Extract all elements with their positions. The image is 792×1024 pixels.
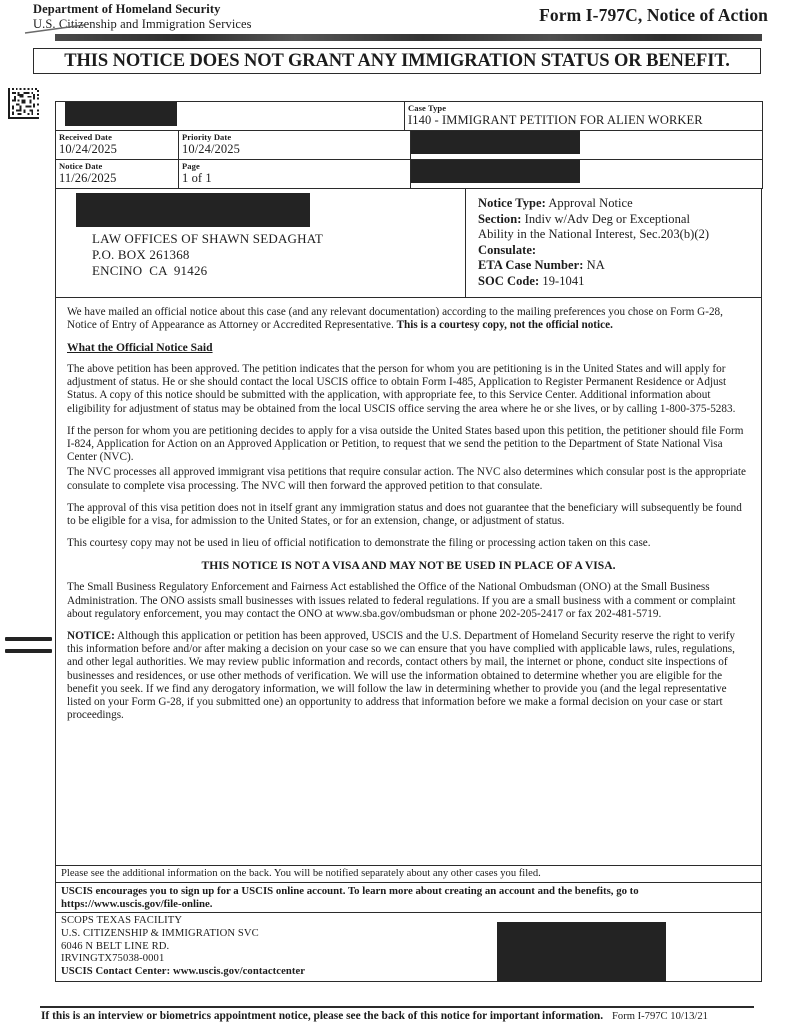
page-label: Page	[182, 161, 200, 171]
header-divider-rule	[55, 34, 762, 41]
agency-identity	[33, 2, 252, 32]
case-type-cell	[405, 102, 763, 131]
service-center-line-4: IRVINGTX75038-0001	[61, 953, 165, 965]
soc-code-row	[478, 274, 761, 290]
paragraph-verification-notice	[67, 630, 750, 722]
paragraph-form-i824: If the person for whom you are petitioning decides to apply for a visa outside the United States based upon this petition, the petitioner should file Form I-824, Application for Action on an Approved Application or Petition, to request that we send the petition to the Department of State National Visa Center (NVC).	[67, 424, 744, 464]
beneficiary-redaction-bottom	[411, 160, 580, 183]
eta-case-number-row	[478, 258, 761, 274]
page-cell	[179, 160, 411, 189]
receipt-number-cell	[56, 102, 405, 131]
soc-code-label: SOC Code:	[478, 273, 540, 288]
case-type-value: I140 - IMMIGRANT PETITION FOR ALIEN WORKER	[408, 113, 703, 127]
page-value: 1 of 1	[182, 171, 212, 185]
paragraph-small-business-ombudsman: The Small Business Regulatory Enforcement and Fairness Act established the Office of the National Ombudsman (ONO) at the Small Business Administration. The ONO assists small businesses with issues related to federal regulations. If you are a small business with a comment or complaint about regulatory enforcement, you may contact the ONO at www.sba.gov/ombudsman or phone 202-205-2417 or fax 202-481-5719.	[67, 581, 736, 620]
section-row	[478, 212, 761, 228]
service-center-line-1: SCOPS TEXAS FACILITY	[61, 915, 183, 927]
eta-case-number-label: ETA Case Number:	[478, 258, 584, 273]
beneficiary-cell-top	[411, 131, 763, 160]
strip-online-account: USCIS encourages you to sign up for a USCIS online account. To learn more about creating an account and the benefits, go to https://www.uscis.gov/file-online.	[55, 883, 762, 913]
addressee-line-3: ENCINO CA 91426	[92, 263, 208, 278]
footer-appointment-note: If this is an interview or biometrics appointment notice, please see the back of this notice for important information.	[41, 1010, 604, 1022]
notice-type-row	[478, 196, 761, 212]
paragraph-petition-approved: The above petition has been approved. The petition indicates that the person for whom you are petitioning is in the United States and will apply for adjustment of status. He or she should contact the local USCIS office to obtain Form I-485, Application to Register Permanent Residence or Adjust Status. A copy of this notice should be submitted with the application, with appropriate fee, to this Service Center. Additional information about eligibility for adjustment of status may be obtained from the local USCIS office serving the area where he or she lives, or by calling 1-800-375-5283.	[67, 362, 736, 415]
notice-frame	[55, 101, 762, 982]
intro-text: We have mailed an official notice about this case (and any relevant documentation) according to the mailing preferences you chose on Form G-28, Notice of Entry of Appearance as Attorney or Accredited Representative.	[67, 305, 723, 331]
agency-bureau-name: U.S. Citizenship and Immigration Services	[33, 17, 252, 31]
addressee-line-1: LAW OFFICES OF SHAWN SEDAGHAT	[92, 231, 323, 246]
received-date-cell	[56, 131, 179, 160]
priority-date-value: 10/24/2025	[182, 142, 240, 156]
notice-date-label: Notice Date	[59, 161, 103, 171]
heading-what-official-notice-said: What the Official Notice Said	[67, 340, 213, 354]
paragraph-nvc-processing: The NVC processes all approved immigrant visa petitions that require consular action. The NVC also determines which consular post is the appropriate consulate to complete visa processing. The NVC will then forward the approved petition to that consulate.	[67, 466, 746, 492]
no-status-banner	[33, 48, 761, 74]
section-label: Section:	[478, 211, 522, 226]
footer-form-revision: Form I-797C 10/13/21	[612, 1011, 708, 1022]
service-center-block	[55, 913, 762, 982]
beneficiary-redaction-top	[411, 131, 580, 154]
paragraph-courtesy-intro	[67, 306, 750, 332]
table-row-received-priority	[56, 131, 763, 160]
datamatrix-barcode	[8, 88, 39, 119]
notice-details-block	[466, 189, 761, 297]
strip-additional-information: Please see the additional information on the back. You will be notified separately about any other cases you filed.	[55, 866, 762, 884]
notice-date-cell	[56, 160, 179, 189]
received-date-label: Received Date	[59, 132, 112, 142]
form-title: Form I-797C, Notice of Action	[539, 5, 768, 25]
case-details-table	[55, 101, 763, 189]
priority-date-label: Priority Date	[182, 132, 232, 142]
receipt-number-redaction	[65, 102, 177, 126]
table-row-notice-page	[56, 160, 763, 189]
notice-keyword-label: NOTICE:	[67, 630, 115, 643]
uscis-contact-center-line: USCIS Contact Center: www.uscis.gov/contactcenter	[61, 965, 306, 977]
footer-divider-rule	[40, 1006, 754, 1008]
eta-case-number-value: NA	[586, 258, 605, 273]
priority-date-cell	[179, 131, 411, 160]
section-value-continued: Ability in the National Interest, Sec.203(b)(2)	[478, 227, 710, 242]
received-date-value: 10/24/2025	[59, 142, 117, 156]
addressee-and-notice-row	[55, 189, 762, 298]
page-header	[0, 0, 792, 33]
scan-artifact-dash-top	[5, 637, 52, 641]
consulate-row	[478, 243, 761, 259]
addressee-name-redaction	[76, 193, 310, 227]
notice-type-label: Notice Type:	[478, 196, 546, 210]
addressee-block	[56, 189, 466, 297]
agency-department-name: Department of Homeland Security	[33, 2, 221, 16]
intro-bold-text: This is a courtesy copy, not the official notice.	[396, 318, 613, 331]
section-value: Indiv w/Adv Deg or Exceptional	[524, 211, 690, 226]
notice-body	[55, 298, 762, 866]
scan-artifact-dash-bottom	[5, 649, 52, 653]
notice-not-a-visa-statement: THIS NOTICE IS NOT A VISA AND MAY NOT BE USED IN PLACE OF A VISA.	[201, 559, 616, 573]
paragraph-approval-not-status: The approval of this visa petition does not in itself grant any immigration status and does not guarantee that the beneficiary will subsequently be found to be eligible for a visa, for admission to the United States, or for an extension, change, or adjustment of status.	[67, 501, 742, 527]
consulate-label: Consulate:	[478, 242, 537, 257]
notice-type-value: Approval Notice	[548, 196, 633, 210]
table-row-case-type	[56, 102, 763, 131]
notice-date-value: 11/26/2025	[59, 171, 117, 185]
beneficiary-cell-bottom	[411, 160, 763, 189]
no-status-banner-text: THIS NOTICE DOES NOT GRANT ANY IMMIGRATION STATUS OR BENEFIT.	[64, 50, 730, 71]
service-center-line-3: 6046 N BELT LINE RD.	[61, 940, 170, 952]
service-center-redaction	[497, 922, 666, 982]
service-center-line-2: U.S. CITIZENSHIP & IMMIGRATION SVC	[61, 927, 259, 939]
paragraph-courtesy-copy-limits: This courtesy copy may not be used in lieu of official notification to demonstrate the filing or processing action taken on this case.	[67, 537, 651, 550]
notice-body-text: Although this application or petition has been approved, USCIS and the U.S. Department of Homeland Security reserve the right to verify this information before and/or after making a decision on your case so we can ensure that you have complied with applicable laws, rules, regulations, and other legal authorities. We may review public information and records, contact others by mail, the internet or phone, conduct site inspections of businesses and residences, or use other methods of verification. We will use the information obtained to determine whether you are eligible for the benefit you seek. If we find any derogatory information, we will follow the law in determining whether to provide you (and the legal representative listed on your Form G-28, if you submitted one) an opportunity to address that information before we make a formal decision on your case or start proceedings.	[67, 630, 736, 722]
case-type-label: Case Type	[408, 103, 447, 113]
addressee-line-2: P.O. BOX 261368	[92, 247, 190, 262]
soc-code-value: 19-1041	[542, 273, 585, 288]
